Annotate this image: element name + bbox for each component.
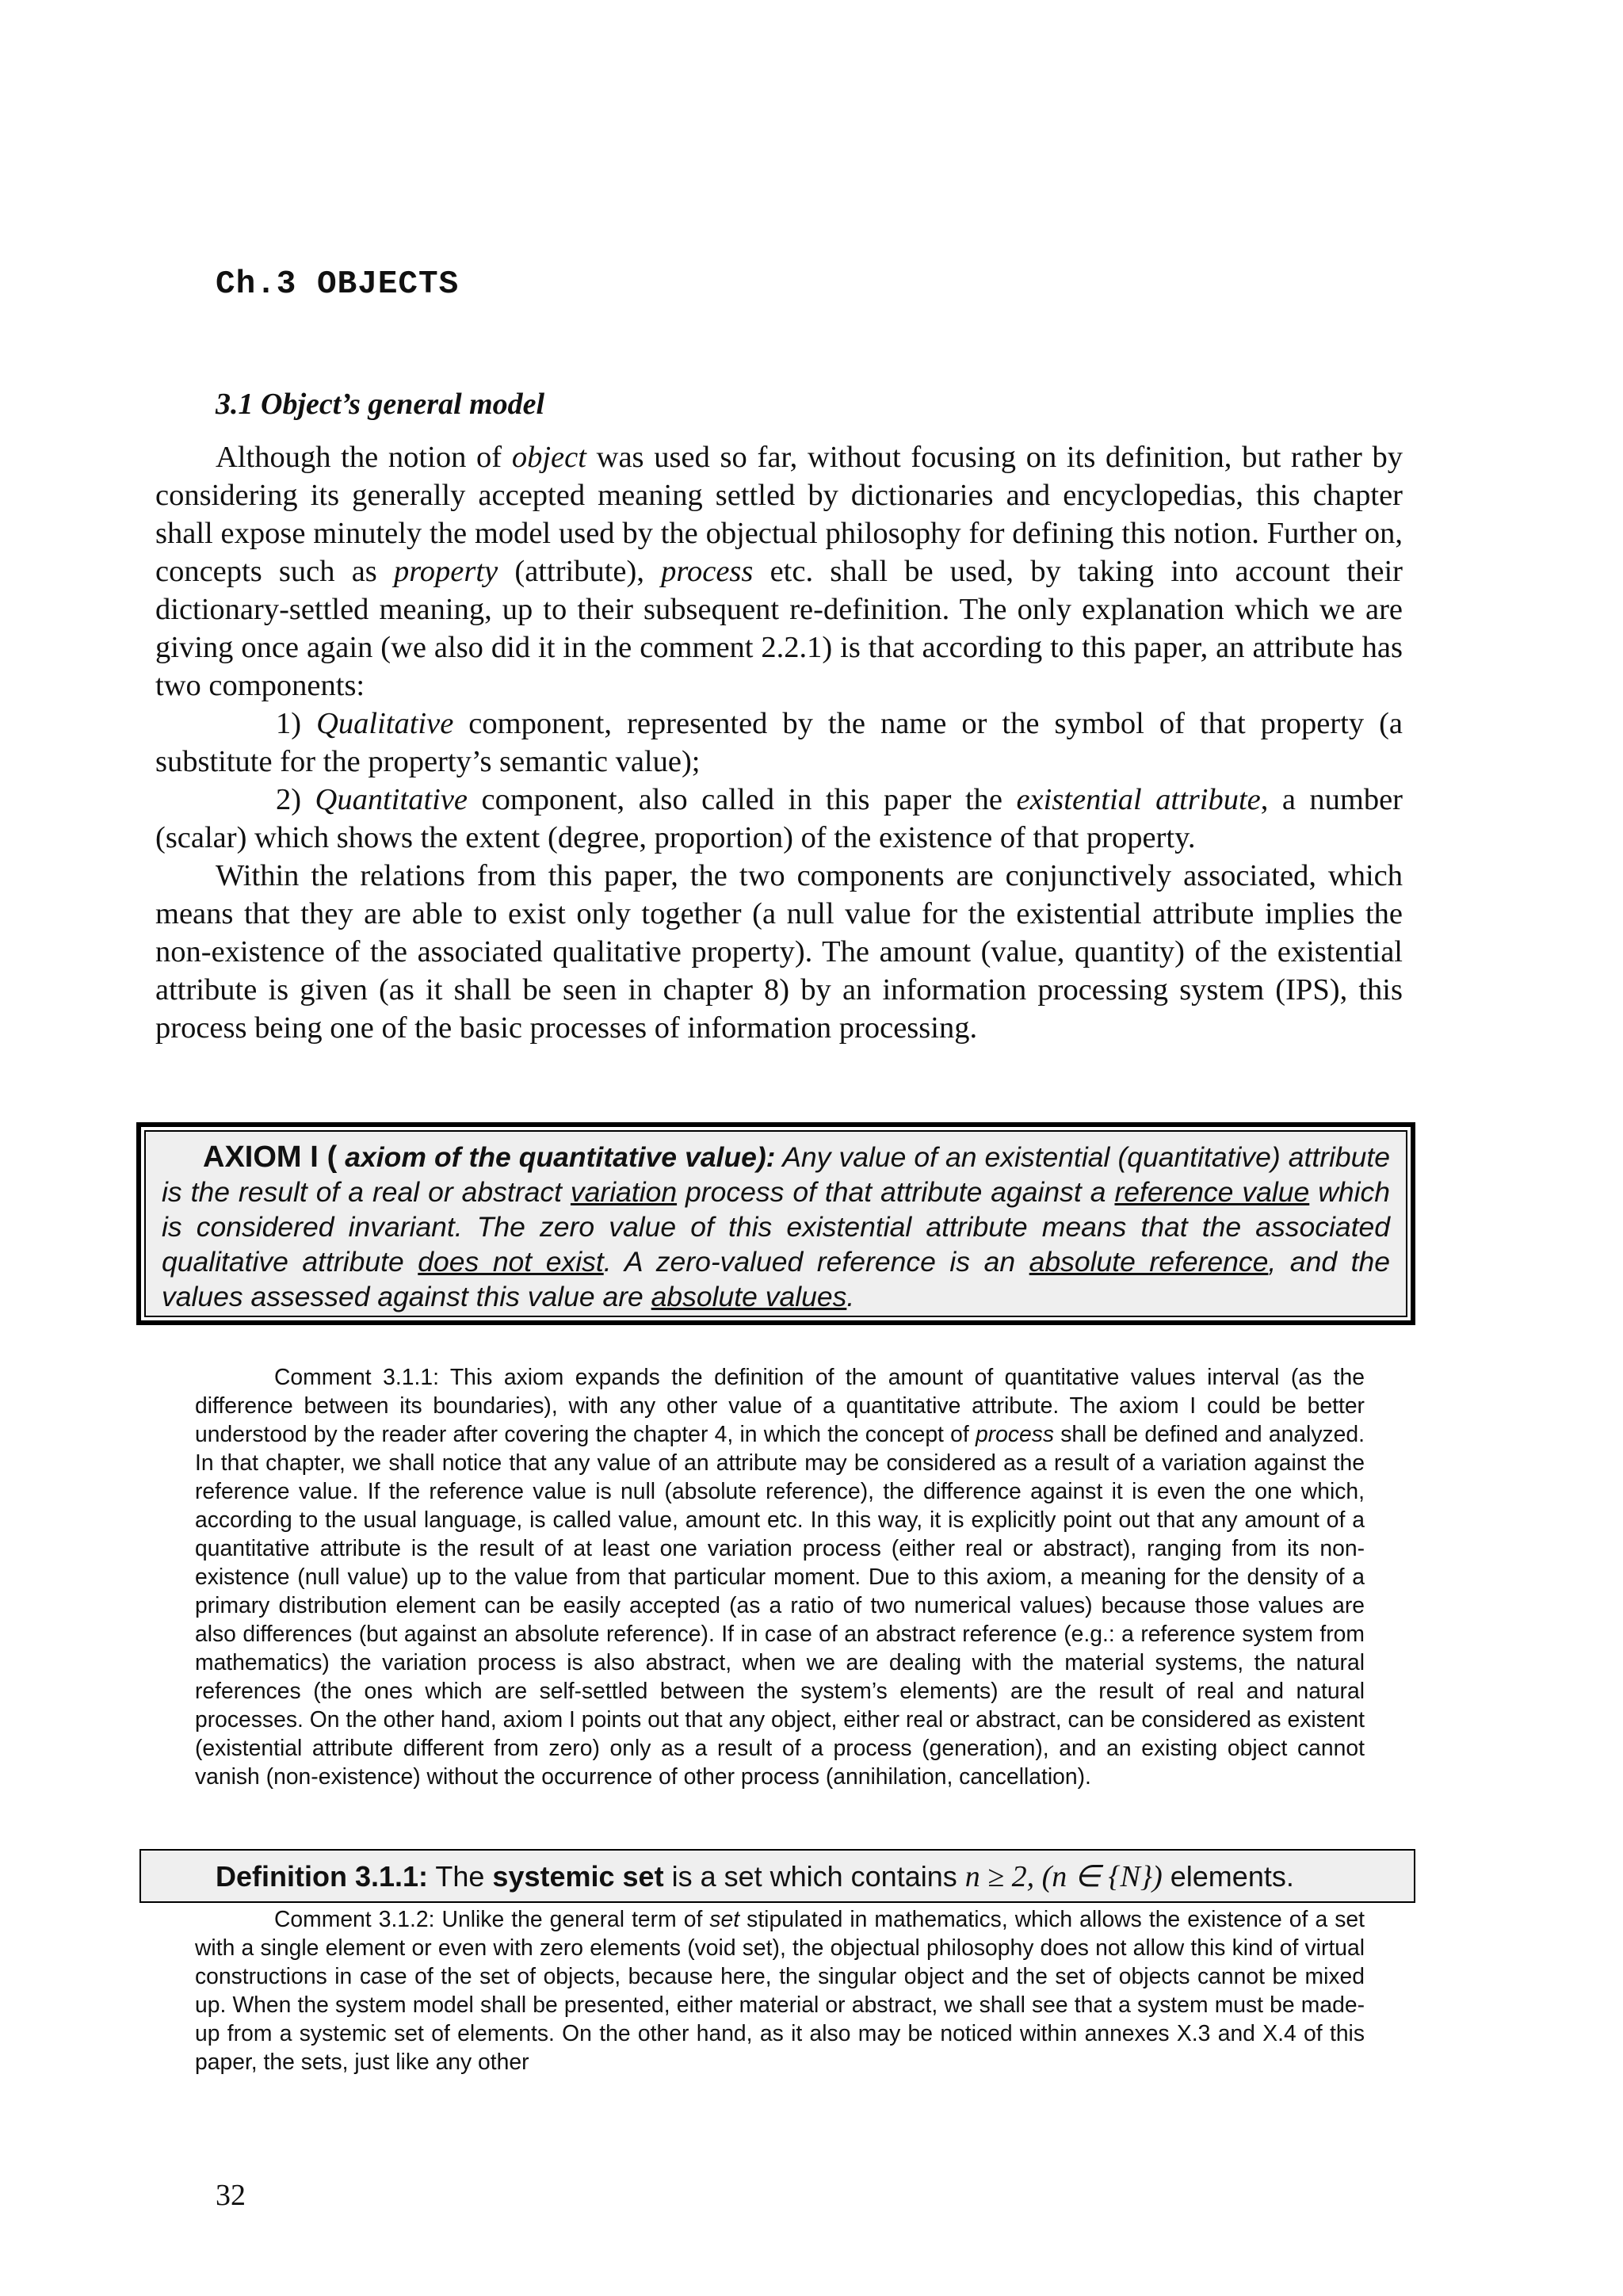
text-run: , a number (scalar) which shows the extent (degree, proportion) of the existence of that property.	[155, 783, 1403, 854]
term-object: object	[511, 441, 586, 474]
text-run: component, also called in this paper the	[468, 783, 1017, 816]
term-existential-attribute: existential attribute	[1016, 783, 1261, 816]
list-item-quantitative	[155, 781, 1403, 857]
text-run: was used so far, without focusing on its definition, but rather by considering its generally accepted meaning settled by dictionaries and encyclopedias, this chapter shall expose minutely the model used by the objectual philosophy for defining this notion. Further on, concepts such as	[155, 441, 1403, 588]
axiom-title: AXIOM I (	[203, 1140, 338, 1174]
axiom-box	[136, 1122, 1415, 1325]
text-run: is a set which contains	[663, 1860, 965, 1893]
term-process: process	[975, 1421, 1055, 1446]
underlined-term: reference value	[1114, 1176, 1310, 1208]
text-run: stipulated in mathematics, which allows the existence of a set with a single element or even with zero elements (void set), the objectual philosophy does not allow this kind of virtual constructions in case of the set of objects, because here, the singular object and the set of objects cannot be mixed up. When the system model shall be presented, either material or abstract, we shall see that a system must be made-up from a systemic set of elements. On the other hand, as it also may be noticed within annexes X.3 and X.4 of this paper, the sets, just like any other	[195, 1906, 1365, 2074]
intro-paragraph-1	[155, 438, 1403, 705]
term-property: property	[394, 555, 498, 588]
math-expression: n ≥ 2, (n ∈ {N})	[964, 1860, 1163, 1893]
text-run: Comment 3.1.1: This axiom expands the definition of the amount of quantitative values interval (as the difference between its boundaries), with any other value of a quantitative attribute. The axiom I could be better understood by the reader after covering the chapter 4, in which the concept of	[195, 1364, 1365, 1446]
axiom-subtitle: axiom of the quantitative value	[337, 1141, 757, 1173]
definition-term: systemic set	[492, 1860, 664, 1893]
underlined-term: absolute reference	[1029, 1246, 1269, 1278]
definition-box	[139, 1849, 1415, 1903]
term-quantitative: Quantitative	[315, 783, 468, 816]
list-number: 2)	[276, 783, 315, 816]
text-run: which is considered invariant. The zero value of this existential attribute means that the associated qualitative attribute	[162, 1176, 1390, 1278]
term-process: process	[661, 555, 754, 588]
page-number: 32	[216, 2179, 246, 2212]
text-run: elements.	[1162, 1860, 1294, 1893]
list-item-qualitative	[155, 705, 1403, 781]
text-run: Any value of an existential (quantitative) attribute is the result of a real or abstract	[162, 1141, 1391, 1208]
text-run: . A zero-valued reference is an	[603, 1246, 1029, 1278]
term-qualitative: Qualitative	[316, 707, 454, 740]
intro-paragraph-2: Within the relations from this paper, the two components are conjunctively associated, which means that they are able to exist only together (a null value for the existential attribute implies the non-existence of the associated qualitative property). The amount (value, quantity) of the existential attribute is given (as it shall be seen in chapter 8) by an information processing system (IPS), this process being one of the basic processes of information processing.	[155, 859, 1403, 1045]
section-heading: 3.1 Object’s general model	[216, 388, 545, 421]
underlined-term: does not exist	[418, 1246, 604, 1278]
axiom-text	[144, 1130, 1407, 1317]
text-run: (attribute),	[498, 555, 662, 588]
comment-3-1-1	[195, 1362, 1365, 1790]
axiom-title-close: ):	[756, 1141, 776, 1173]
underlined-term: variation	[570, 1176, 678, 1208]
text-run: , and the values assessed against this value are	[162, 1246, 1390, 1312]
chapter-heading: Ch.3 OBJECTS	[216, 266, 460, 303]
comment-paragraph	[195, 1904, 1365, 2076]
text-run: Comment 3.1.2: Unlike the general term of	[274, 1906, 710, 1931]
text-run: .	[846, 1281, 855, 1312]
term-set: set	[709, 1906, 740, 1931]
text-run: etc. shall be used, by taking into account their dictionary-settled meaning, up to their subsequent re-definition. The only explanation which we are giving once again (we also did it in the comment 2.2.1) is that according to this paper, an attribute has two components:	[155, 555, 1403, 702]
underlined-term: absolute values	[651, 1281, 847, 1312]
text-run: process of that attribute against a	[677, 1176, 1115, 1208]
list-number: 1)	[276, 707, 317, 740]
comment-3-1-2	[195, 1904, 1365, 2076]
text-run: component, represented by the name or the symbol of that property (a substitute for the property’s semantic value);	[155, 707, 1403, 778]
text-run: The	[428, 1860, 493, 1893]
definition-label: Definition 3.1.1:	[216, 1860, 429, 1893]
text-run: Although the notion of	[216, 441, 512, 474]
intro-text	[155, 438, 1403, 1047]
text-run: shall be defined and analyzed. In that chapter, we shall notice that any value of an attribute may be considered as a result of a variation against the reference value. If the reference value is null (absolute reference), the difference against it is even the one which, according to the usual language, is called value, amount etc. In this way, it is explicitly point out that any amount of a quantitative attribute is the result of at least one variation process (either real or abstract), ranging from its non-existence (null value) up to the value from that particular moment. Due to this axiom, a meaning for the density of a primary distribution element can be easily accepted (as a ratio of two numerical values) because those values are also differences (but against an absolute reference). If in case of an abstract reference (e.g.: a reference system from mathematics) the variation process is also abstract, when we are dealing with the material systems, the natural references (the ones which are self-settled between the system’s elements) are the result of real and natural processes. On the other hand, axiom I points out that any object, either real or abstract, can be considered as existent (existential attribute different from zero) only as a result of a process (generation), and an existing object cannot vanish (non-existence) without the occurrence of other process (annihilation, cancellation).	[195, 1421, 1365, 1789]
comment-paragraph	[195, 1362, 1365, 1790]
